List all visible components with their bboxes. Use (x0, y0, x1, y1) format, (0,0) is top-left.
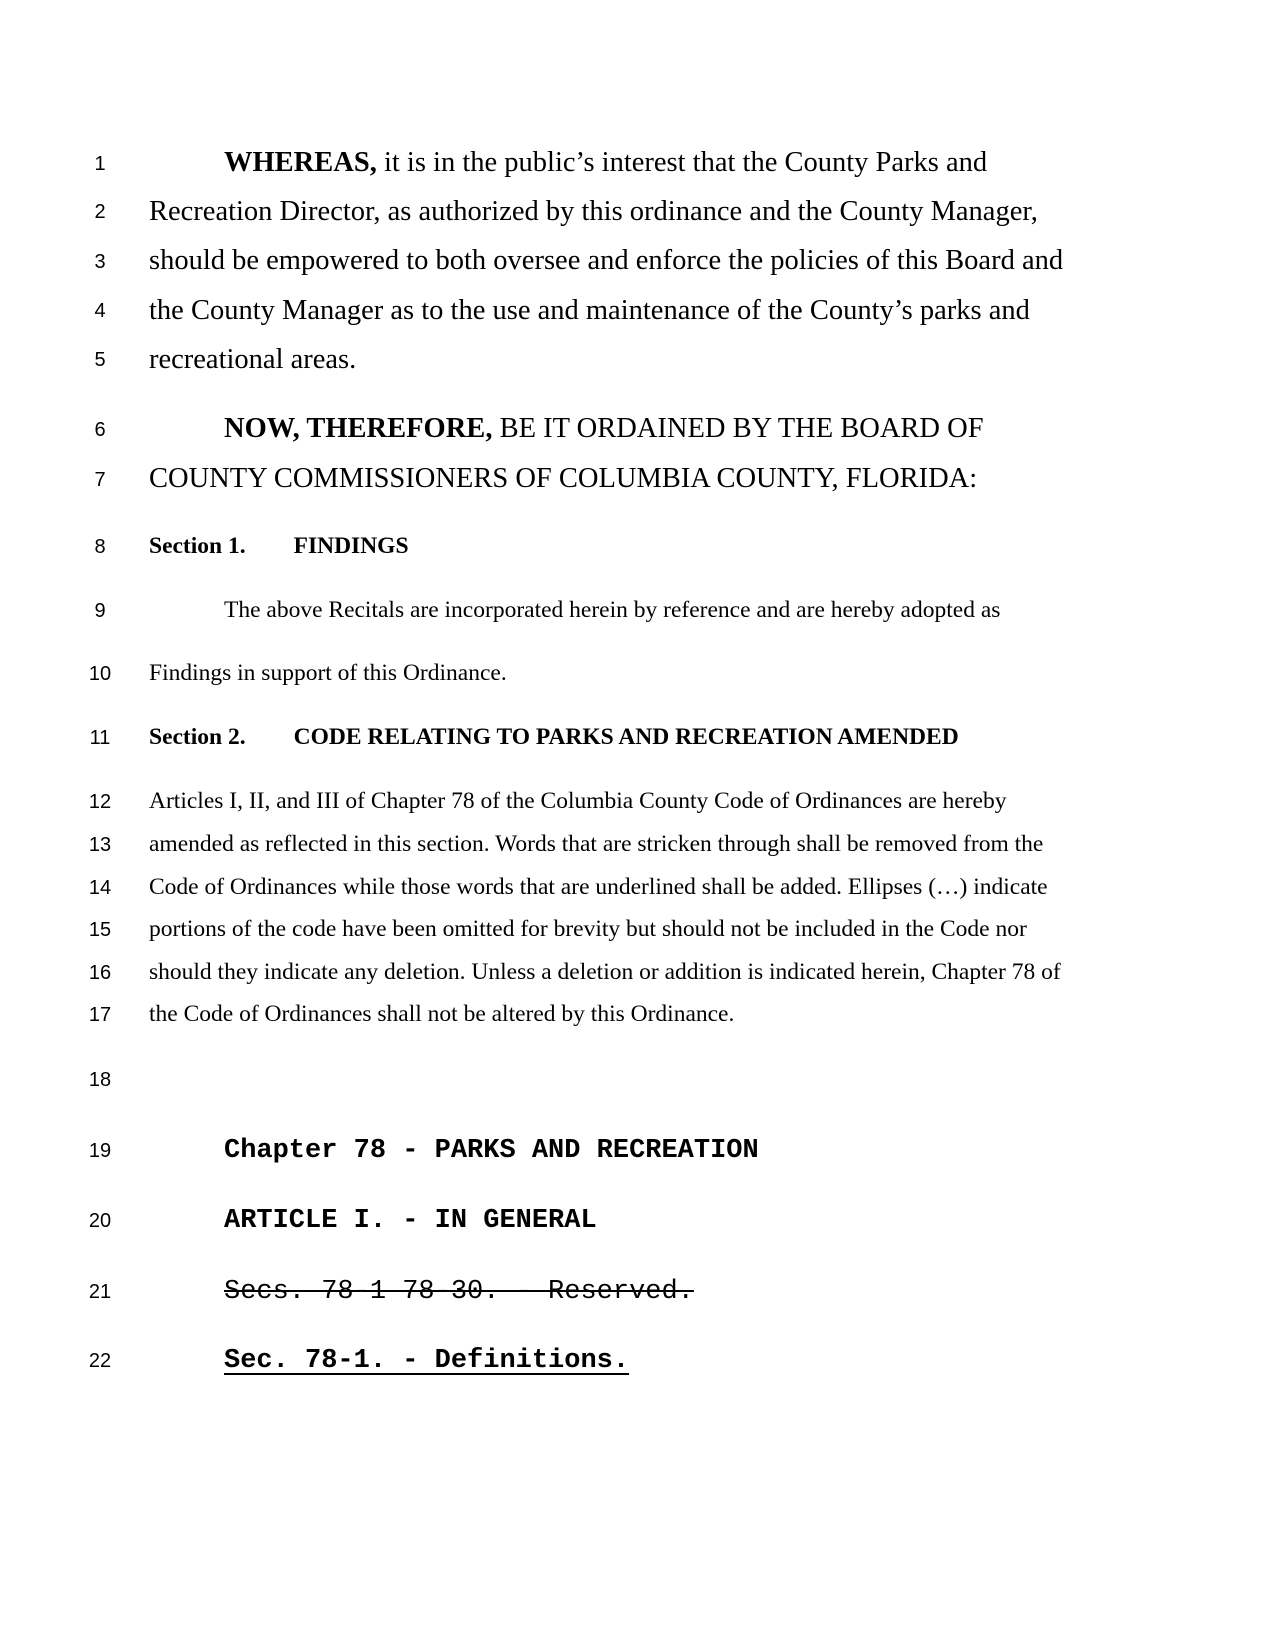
whereas-line-3: should be empowered to both oversee and enforce the policies of this Board and (149, 245, 1064, 276)
line-number: 20 (88, 1210, 112, 1232)
section-1-number: Section 1. (149, 533, 246, 559)
line-number: 17 (88, 1004, 112, 1026)
whereas-lead: WHEREAS, (224, 147, 377, 178)
section-1-line-2: Findings in support of this Ordinance. (149, 660, 507, 686)
now-therefore-lead: NOW, THEREFORE, (224, 413, 493, 444)
whereas-line-5: recreational areas. (149, 344, 357, 375)
line-number: 16 (88, 962, 112, 984)
section-2-title: CODE RELATING TO PARKS AND RECREATION AMENDED (293, 724, 959, 750)
added-section-heading: Sec. 78-1. - Definitions. (224, 1346, 630, 1376)
section-2-line: the Code of Ordinances shall not be altered by this Ordinance. (149, 1001, 735, 1027)
section-1-title: FINDINGS (293, 533, 409, 559)
section-1-heading (149, 533, 409, 560)
line-number: 9 (94, 600, 106, 622)
whereas-line-1 (224, 147, 987, 179)
line-number: 22 (88, 1350, 112, 1372)
line-number: 6 (94, 419, 106, 441)
whereas-text: it is in the public’s interest that the County Parks and (376, 147, 988, 178)
line-number: 3 (94, 251, 106, 273)
line-number: 13 (88, 834, 112, 856)
line-number: 7 (94, 469, 106, 491)
article-heading: ARTICLE I. - IN GENERAL (224, 1206, 597, 1236)
line-number: 21 (88, 1281, 112, 1303)
section-2-heading (149, 724, 959, 751)
line-number: 5 (94, 349, 106, 371)
line-number: 2 (94, 201, 106, 223)
chapter-heading: Chapter 78 - PARKS AND RECREATION (224, 1136, 759, 1166)
line-number: 18 (88, 1069, 112, 1091)
stricken-section: Secs. 78-1—78-30. - Reserved. (224, 1277, 694, 1307)
line-number: 1 (94, 153, 106, 175)
section-2-line: portions of the code have been omitted for brevity but should not be included in the Code nor (149, 916, 1027, 942)
section-2-line: Articles I, II, and III of Chapter 78 of the Columbia County Code of Ordinances are hereby (149, 788, 1007, 814)
line-number: 4 (94, 300, 106, 322)
now-therefore-line-1 (224, 413, 984, 445)
line-number: 12 (88, 791, 112, 813)
line-number: 19 (88, 1140, 112, 1162)
section-2-line: should they indicate any deletion. Unless a deletion or addition is indicated herein, Chapter 78 of (149, 959, 1061, 985)
section-2-number: Section 2. (149, 724, 246, 750)
section-1-line-1: The above Recitals are incorporated herein by reference and are hereby adopted as (224, 597, 1001, 623)
section-2-line: amended as reflected in this section. Words that are stricken through shall be removed from the (149, 831, 1044, 857)
line-number: 14 (88, 877, 112, 899)
section-2-line: Code of Ordinances while those words that are underlined shall be added. Ellipses (…) indicate (149, 874, 1048, 900)
line-number: 8 (94, 536, 106, 558)
line-number: 11 (89, 727, 111, 749)
now-therefore-text: BE IT ORDAINED BY THE BOARD OF (492, 413, 984, 444)
now-therefore-line-2: COUNTY COMMISSIONERS OF COLUMBIA COUNTY, FLORIDA: (149, 463, 978, 494)
line-number: 15 (88, 919, 112, 941)
whereas-line-2: Recreation Director, as authorized by this ordinance and the County Manager, (149, 196, 1038, 227)
whereas-line-4: the County Manager as to the use and maintenance of the County’s parks and (149, 295, 1030, 326)
line-number: 10 (88, 663, 112, 685)
